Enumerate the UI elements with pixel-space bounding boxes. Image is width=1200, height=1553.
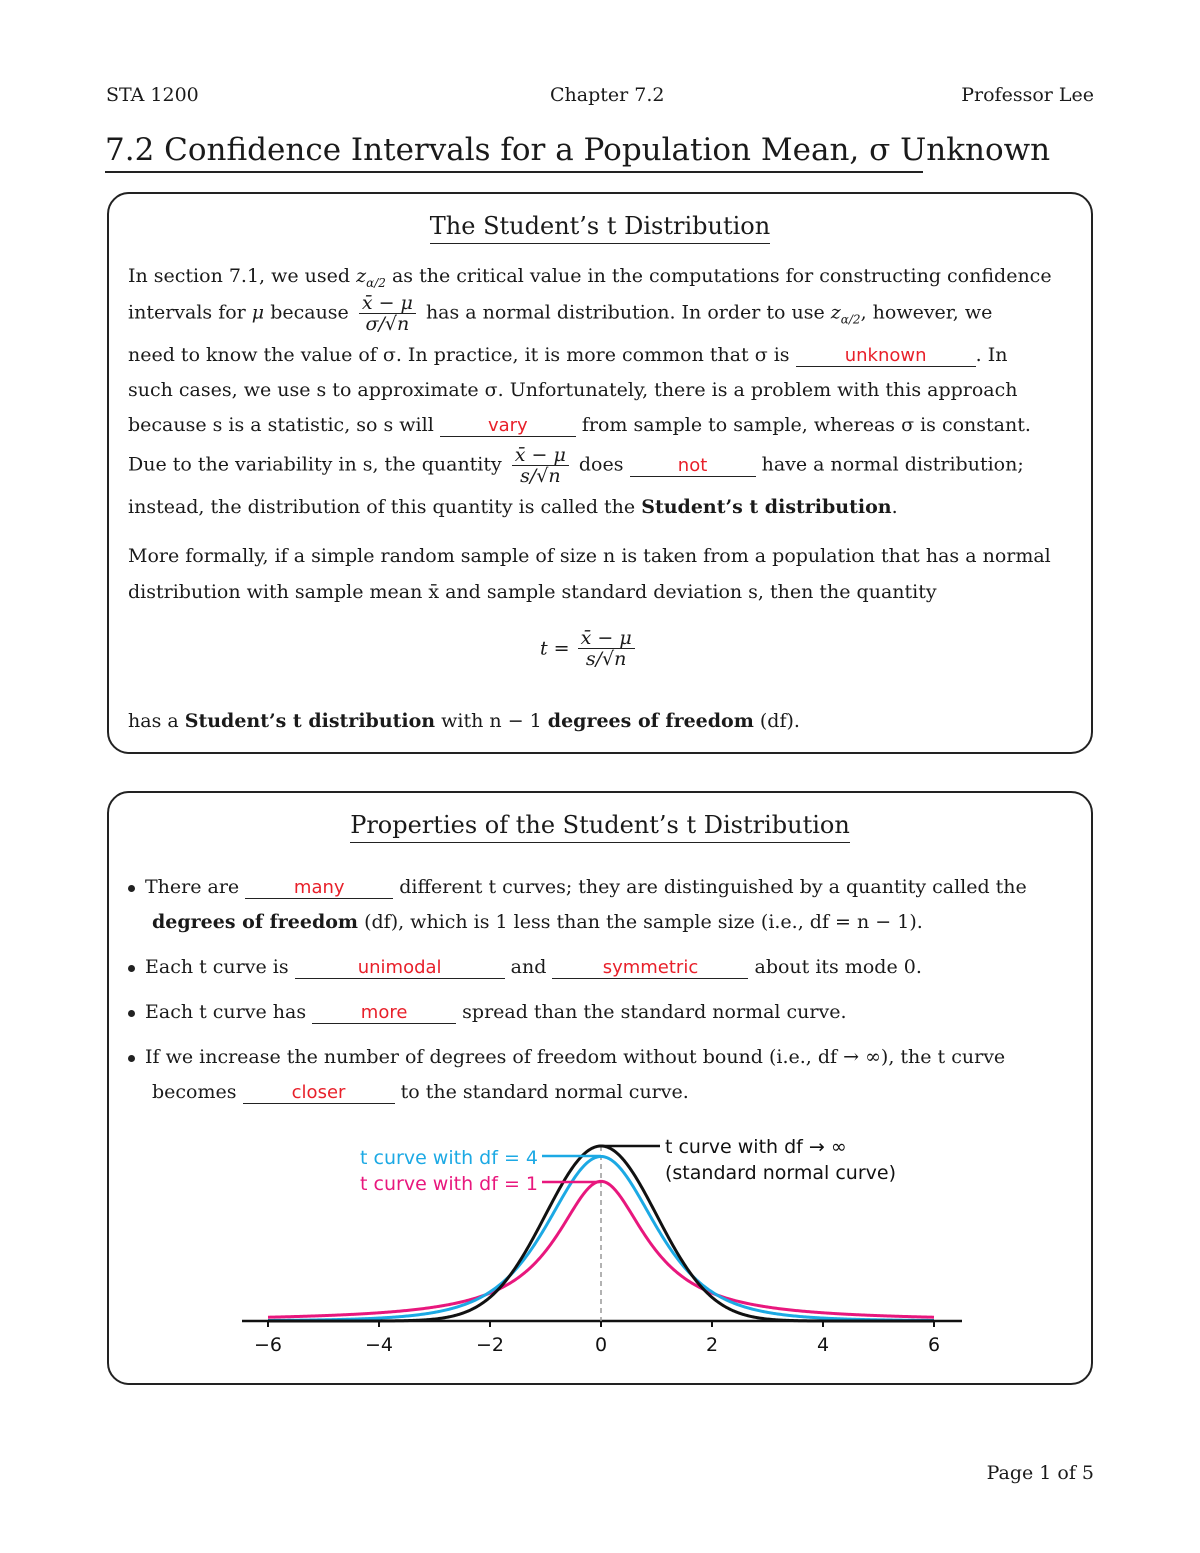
page-number: Page 1 of 5 (986, 1462, 1094, 1484)
blank-unknown[interactable]: unknown (796, 346, 976, 367)
bullet-unimodal: Each t curve is unimodal and symmetric about its mode 0. (128, 956, 922, 979)
page-title: 7.2 Confidence Intervals for a Population Mean, σ Unknown (105, 132, 1051, 168)
box2-title: Properties of the Student’s t Distribution (109, 811, 1091, 839)
bullet-closer-cont: becomes closer to the standard normal curve. (152, 1081, 689, 1103)
bullet-closer: If we increase the number of degrees of freedom without bound (i.e., df → ∞), the t curve (128, 1046, 1005, 1068)
blank-not[interactable]: not (630, 456, 756, 477)
blank-vary[interactable]: vary (440, 416, 576, 437)
label-inf-2: (standard normal curve) (665, 1162, 896, 1184)
box1-line-3: need to know the value of σ. In practice, it is more common that σ is unknown . In (128, 344, 1008, 366)
t-fraction-inline: $\frac{x̄ - \mu}{s/√n}$ (512, 445, 569, 486)
bullet-more: Each t curve has more spread than the standard normal curve. (128, 1001, 847, 1024)
chapter-label: Chapter 7.2 (550, 84, 665, 106)
box1-line-7: instead, the distribution of this quantity is called the Student’s t distribution. (128, 496, 898, 518)
x-tick-label: 4 (816, 1334, 830, 1356)
box1-line-2: intervals for μ because $\frac{x̄ - \mu}{\sigma/√n}$ has a normal distribution. In order to use $z_{\alpha/2}$, however, we (128, 292, 993, 335)
box1-p2-line-2: distribution with sample mean x̄ and sample standard deviation s, then the quantity (128, 581, 937, 603)
bullet-many: There are many different t curves; they are distinguished by a quantity called the (128, 876, 1027, 899)
label-df4: t curve with df = 4 (360, 1147, 538, 1169)
box1-line-4: such cases, we use s to approximate σ. Unfortunately, there is a problem with this approach (128, 379, 1018, 401)
x-tick-label: −6 (253, 1334, 283, 1356)
box1-p2-line-3: has a Student’s t distribution with n − 1 degrees of freedom (df). (128, 710, 800, 732)
box1-line-5: because s is a statistic, so s will vary from sample to sample, whereas σ is constant. (128, 414, 1031, 436)
x-tick-label: 0 (594, 1334, 608, 1356)
box1-title: The Student’s t Distribution (109, 212, 1091, 240)
t-statistic-equation: t = $\frac{x̄ - \mu}{s/√n}$ (540, 628, 639, 669)
label-inf-1: t curve with df → ∞ (665, 1136, 847, 1158)
x-tick-label: −4 (364, 1334, 394, 1356)
blank-symmetric[interactable]: symmetric (552, 958, 748, 979)
z-fraction: $\frac{x̄ - \mu}{\sigma/√n}$ (359, 293, 416, 334)
blank-closer[interactable]: closer (243, 1083, 395, 1104)
x-tick-label: −2 (475, 1334, 505, 1356)
blank-many[interactable]: many (245, 878, 393, 899)
label-df1: t curve with df = 1 (360, 1173, 538, 1195)
box1-line-1: In section 7.1, we used $z_{\alpha/2}$ as the critical value in the computations for constructing confidence (128, 265, 1052, 290)
bullet-many-cont: degrees of freedom (df), which is 1 less than the sample size (i.e., df = n − 1). (152, 911, 923, 933)
box1-p2-line-1: More formally, if a simple random sample of size n is taken from a population that has a normal (128, 545, 1051, 567)
x-tick-label: 2 (705, 1334, 719, 1356)
course-label: STA 1200 (106, 84, 199, 106)
box1-line-6: Due to the variability in s, the quantity $\frac{x̄ - \mu}{s/√n}$ does not have a normal distribution; (128, 444, 1024, 487)
x-tick-label: 6 (927, 1334, 941, 1356)
instructor-label: Professor Lee (961, 84, 1094, 106)
blank-more[interactable]: more (312, 1003, 456, 1024)
blank-unimodal[interactable]: unimodal (295, 958, 505, 979)
